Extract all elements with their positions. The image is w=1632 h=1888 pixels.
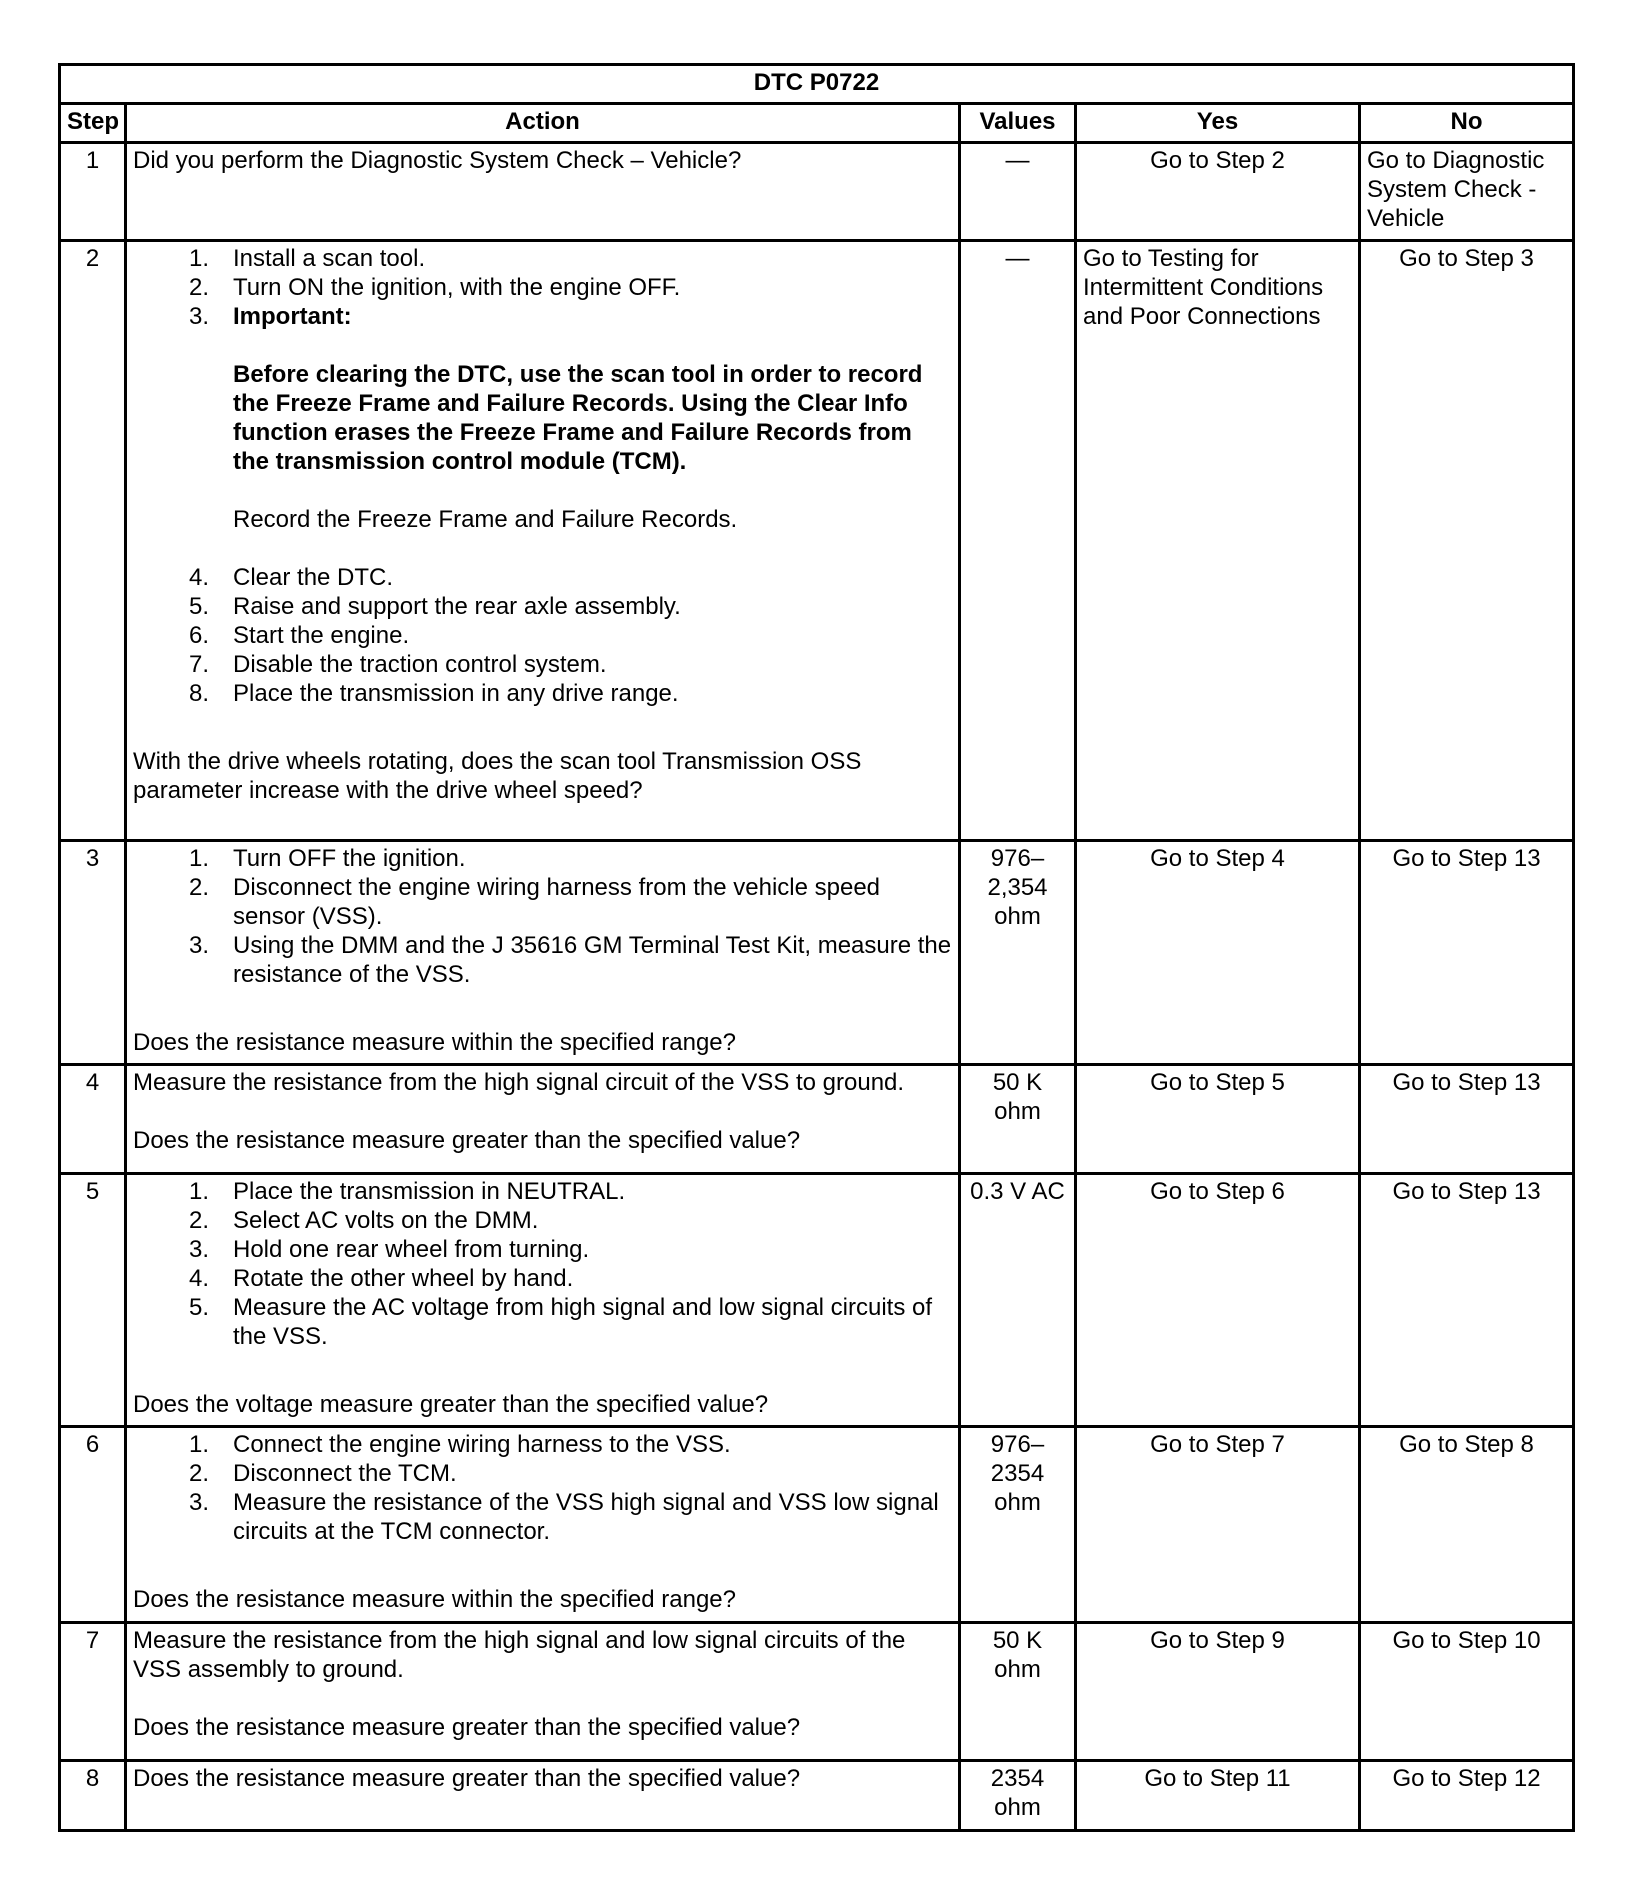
table-row xyxy=(60,1623,1574,1761)
list-item: 3. Using the DMM and the J 35616 GM Terminal Test Kit, measure the resistance of the VSS. xyxy=(188,932,952,988)
action-question: Does the resistance measure greater than the specified value? xyxy=(133,1765,801,1792)
step-number: 6 xyxy=(60,1427,126,1623)
header-step: Step xyxy=(60,104,126,143)
action-question: Does the voltage measure greater than the specified value? xyxy=(133,1391,769,1418)
table-row xyxy=(60,143,1574,241)
step-number: 5 xyxy=(60,1174,126,1427)
list-item: 1. Turn OFF the ignition. xyxy=(188,845,466,872)
table-row xyxy=(60,1427,1574,1623)
table-row xyxy=(60,1065,1574,1174)
list-item: 5. Raise and support the rear axle assembly. xyxy=(188,593,681,620)
list-item: 2. Disconnect the engine wiring harness from the vehicle speed sensor (VSS). xyxy=(188,874,881,930)
step-number: 3 xyxy=(60,841,126,1065)
list-item: 1. Connect the engine wiring harness to the VSS. xyxy=(188,1431,731,1458)
list-item: 6. Start the engine. xyxy=(188,622,410,649)
action-question: Does the resistance measure within the specified range? xyxy=(133,1029,736,1056)
table-row xyxy=(60,1174,1574,1427)
no-cell: Go to Step 13 xyxy=(1360,1065,1574,1174)
dtc-table xyxy=(58,63,1575,1832)
list-item: 1. Place the transmission in NEUTRAL. xyxy=(188,1178,626,1205)
action-text: Measure the resistance from the high signal and low signal circuits of the VSS assembly to ground. xyxy=(133,1627,906,1683)
action-text: Measure the resistance from the high signal circuit of the VSS to ground. xyxy=(133,1069,905,1096)
step-number: 4 xyxy=(60,1065,126,1174)
list-item: 3. Hold one rear wheel from turning. xyxy=(188,1236,590,1263)
yes-cell: Go to Step 4 xyxy=(1076,841,1360,1065)
list-item: 8. Place the transmission in any drive range. xyxy=(188,680,679,707)
value-cell: — xyxy=(960,241,1076,841)
action-cell xyxy=(126,1065,960,1174)
list-item: 2. Select AC volts on the DMM. xyxy=(188,1207,539,1234)
yes-cell: Go to Step 7 xyxy=(1076,1427,1360,1623)
no-cell: Go to Step 13 xyxy=(1360,1174,1574,1427)
list-item: 2. Turn ON the ignition, with the engine OFF. xyxy=(188,274,681,301)
yes-cell: Go to Step 9 xyxy=(1076,1623,1360,1761)
value-cell: 976– 2,354 ohm xyxy=(960,841,1076,1065)
yes-cell: Go to Step 5 xyxy=(1076,1065,1360,1174)
list-item: 4. Clear the DTC. xyxy=(188,564,394,591)
action-list xyxy=(133,563,952,708)
yes-cell: Go to Step 6 xyxy=(1076,1174,1360,1427)
step-number: 2 xyxy=(60,241,126,841)
table-row xyxy=(60,241,1574,841)
no-cell: Go to Step 8 xyxy=(1360,1427,1574,1623)
table-title: DTC P0722 xyxy=(60,65,1574,104)
no-cell: Go to Step 12 xyxy=(1360,1761,1574,1831)
list-item: 2. Disconnect the TCM. xyxy=(188,1460,457,1487)
action-list xyxy=(133,844,952,989)
action-cell xyxy=(126,143,960,241)
list-item: 4. Rotate the other wheel by hand. xyxy=(188,1265,574,1292)
action-question: Does the resistance measure greater than the specified value? xyxy=(133,1127,801,1154)
list-item: 1. Install a scan tool. xyxy=(188,245,426,272)
action-question: Does the resistance measure within the specified range? xyxy=(133,1586,736,1613)
action-question: With the drive wheels rotating, does the scan tool Transmission OSS parameter increase with the drive wheel speed? xyxy=(133,748,862,804)
action-cell xyxy=(126,1174,960,1427)
action-question: Did you perform the Diagnostic System Check – Vehicle? xyxy=(133,147,742,174)
yes-cell: Go to Step 11 xyxy=(1076,1761,1360,1831)
yes-cell: Go to Testing for Intermittent Conditions and Poor Connections xyxy=(1076,241,1360,841)
header-no: No xyxy=(1360,104,1574,143)
value-cell: — xyxy=(960,143,1076,241)
action-cell xyxy=(126,1427,960,1623)
value-cell: 0.3 V AC xyxy=(960,1174,1076,1427)
table-row xyxy=(60,1761,1574,1831)
step-number: 7 xyxy=(60,1623,126,1761)
no-cell: Go to Step 10 xyxy=(1360,1623,1574,1761)
yes-cell: Go to Step 2 xyxy=(1076,143,1360,241)
action-cell xyxy=(126,241,960,841)
list-item: 3. Measure the resistance of the VSS high signal and VSS low signal circuits at the TCM connector. xyxy=(188,1489,939,1545)
no-cell: Go to Step 13 xyxy=(1360,841,1574,1065)
value-cell: 50 K ohm xyxy=(960,1065,1076,1174)
no-cell: Go to Step 3 xyxy=(1360,241,1574,841)
action-list xyxy=(133,244,952,331)
list-item: 3. Important: xyxy=(188,303,352,330)
list-item: 5. Measure the AC voltage from high signal and low signal circuits of the VSS. xyxy=(188,1294,933,1350)
header-row xyxy=(60,104,1574,143)
header-yes: Yes xyxy=(1076,104,1360,143)
header-action: Action xyxy=(126,104,960,143)
value-cell: 2354 ohm xyxy=(960,1761,1076,1831)
table-row xyxy=(60,841,1574,1065)
no-cell: Go to Diagnostic System Check - Vehicle xyxy=(1360,143,1574,241)
action-list xyxy=(133,1430,952,1546)
value-cell: 976– 2354 ohm xyxy=(960,1427,1076,1623)
step-number: 8 xyxy=(60,1761,126,1831)
list-item: 7. Disable the traction control system. xyxy=(188,651,607,678)
action-cell xyxy=(126,841,960,1065)
action-cell xyxy=(126,1623,960,1761)
value-cell: 50 K ohm xyxy=(960,1623,1076,1761)
action-question: Does the resistance measure greater than the specified value? xyxy=(133,1714,801,1741)
action-cell xyxy=(126,1761,960,1831)
step-number: 1 xyxy=(60,143,126,241)
record-note: Record the Freeze Frame and Failure Records. xyxy=(233,506,738,533)
header-values: Values xyxy=(960,104,1076,143)
action-list xyxy=(133,1177,952,1351)
important-note: Before clearing the DTC, use the scan tool in order to record the Freeze Frame and Failure Records. Using the Clear Info function erases the Freeze Frame and Failure Records from the transmission control module (TCM). xyxy=(233,361,923,475)
